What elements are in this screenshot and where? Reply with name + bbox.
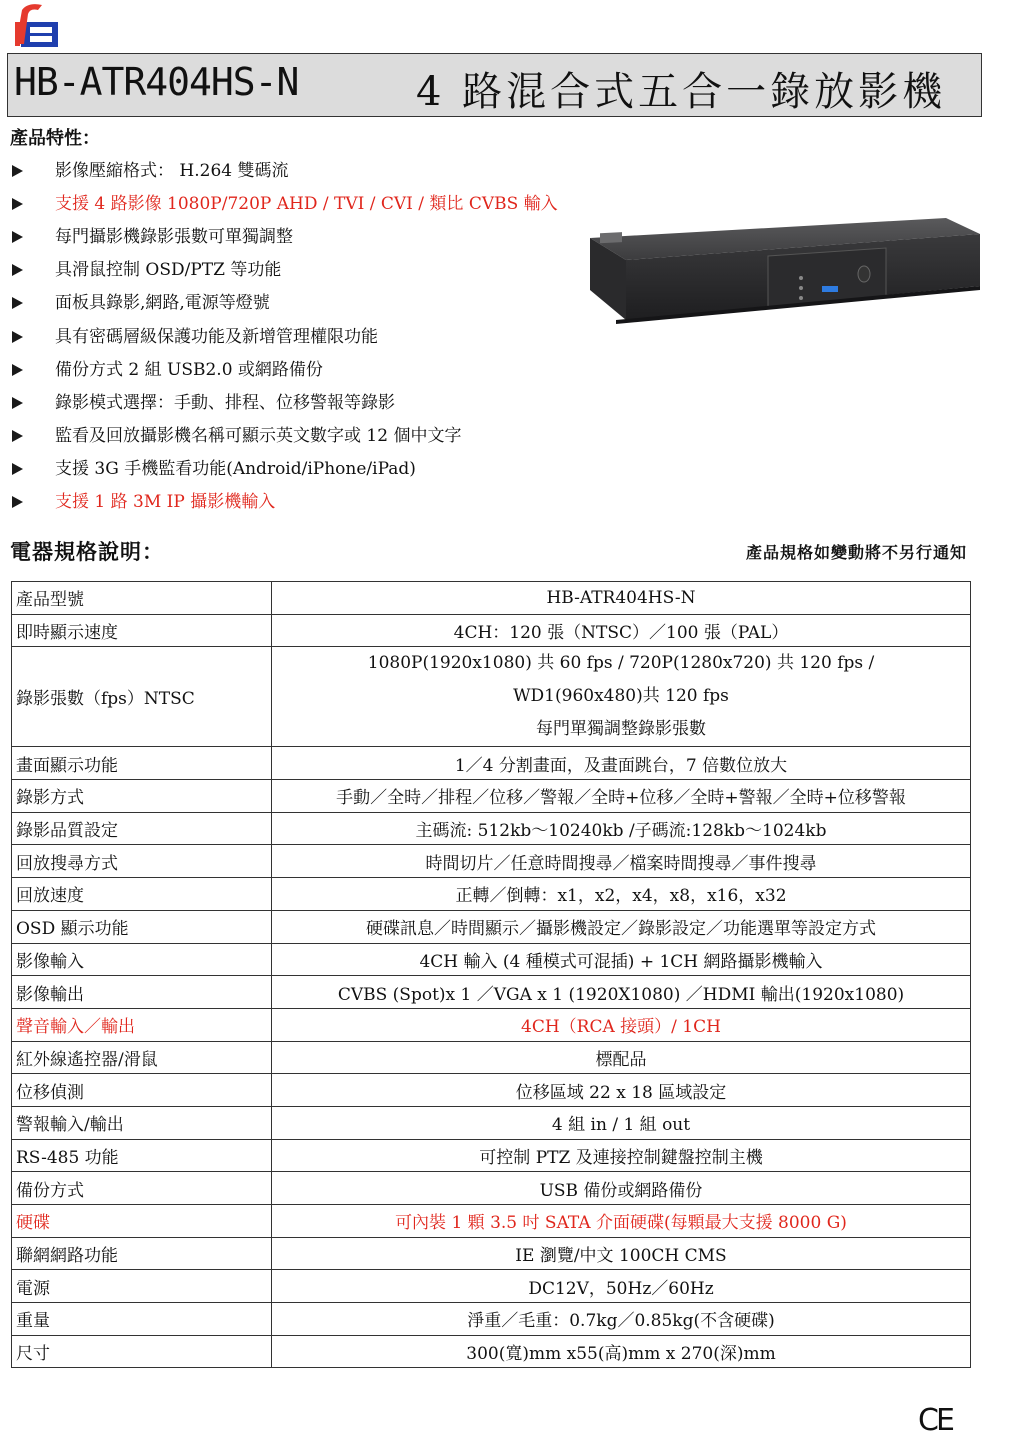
bullet-triangle-icon xyxy=(12,165,23,177)
spec-value: 1／4 分割畫面，及畫面跳台，7 倍數位放大 xyxy=(272,747,971,780)
bullet-triangle-icon xyxy=(12,331,23,343)
title-bar xyxy=(7,53,982,117)
feature-item xyxy=(10,154,558,187)
spec-value: 4 組 in / 1 組 out xyxy=(272,1106,971,1139)
spec-row xyxy=(12,1139,971,1172)
features-heading: 產品特性： xyxy=(10,128,100,149)
spec-row xyxy=(12,1074,971,1107)
spec-key: 錄影張數（fps）NTSC xyxy=(12,647,272,747)
feature-item xyxy=(10,320,558,353)
spec-row xyxy=(12,943,971,976)
spec-row xyxy=(12,1106,971,1139)
product-name: 4 路混合式五合一錄放影機 xyxy=(416,69,947,115)
spec-value: CVBS (Spot)x 1 ／VGA x 1 (1920X1080) ／HDMI 輸出(1920x1080) xyxy=(272,976,971,1009)
bullet-triangle-icon xyxy=(12,496,23,508)
spec-value: 手動／全時／排程／位移／警報／全時+位移／全時+警報／全時+位移警報 xyxy=(272,780,971,813)
spec-row xyxy=(12,1237,971,1270)
spec-table xyxy=(11,581,971,1368)
spec-value: 時間切片／任意時間搜尋／檔案時間搜尋／事件搜尋 xyxy=(272,845,971,878)
spec-row xyxy=(12,878,971,911)
spec-row xyxy=(12,780,971,813)
spec-row xyxy=(12,1270,971,1303)
spec-value: 硬碟訊息／時間顯示／攝影機設定／錄影設定／功能選單等設定方式 xyxy=(272,910,971,943)
spec-value: 可內裝 1 顆 3.5 吋 SATA 介面硬碟(每顆最大支援 8000 G) xyxy=(272,1205,971,1238)
spec-key: 聲音輸入／輸出 xyxy=(12,1008,272,1041)
spec-row xyxy=(12,1303,971,1336)
feature-text: 支援 4 路影像 1080P/720P AHD / TVI / CVI / 類比 CVBS 輸入 xyxy=(55,193,558,214)
company-logo xyxy=(12,2,60,48)
spec-row xyxy=(12,747,971,780)
spec-value: DC12V，50Hz／60Hz xyxy=(272,1270,971,1303)
feature-item xyxy=(10,187,558,220)
spec-heading: 電器規格說明： xyxy=(10,539,164,564)
spec-value: 位移區域 22 x 18 區域設定 xyxy=(272,1074,971,1107)
spec-row xyxy=(12,812,971,845)
dvr-product-image xyxy=(586,198,988,363)
spec-value: IE 瀏覽/中文 100CH CMS xyxy=(272,1237,971,1270)
feature-item xyxy=(10,486,558,519)
spec-key: 位移偵測 xyxy=(12,1074,272,1107)
bullet-triangle-icon xyxy=(12,463,23,475)
spec-key: 畫面顯示功能 xyxy=(12,747,272,780)
bullet-triangle-icon xyxy=(12,430,23,442)
spec-value: HB-ATR404HS-N xyxy=(272,582,971,615)
bullet-triangle-icon xyxy=(12,198,23,210)
spec-key: 尺寸 xyxy=(12,1335,272,1368)
bullet-triangle-icon xyxy=(12,297,23,309)
spec-row xyxy=(12,614,971,647)
bullet-triangle-icon xyxy=(12,231,23,243)
feature-item xyxy=(10,287,558,320)
spec-value: 300(寬)mm x55(高)mm x 270(深)mm xyxy=(272,1335,971,1368)
spec-key: 備份方式 xyxy=(12,1172,272,1205)
spec-row xyxy=(12,1008,971,1041)
bullet-triangle-icon xyxy=(12,364,23,376)
bullet-triangle-icon xyxy=(12,264,23,276)
feature-text: 支援 1 路 3M IP 攝影機輸入 xyxy=(55,492,276,513)
spec-row xyxy=(12,647,971,747)
feature-item xyxy=(10,353,558,386)
spec-key: 硬碟 xyxy=(12,1205,272,1238)
feature-item xyxy=(10,386,558,419)
spec-row xyxy=(12,845,971,878)
spec-key: 聯網網路功能 xyxy=(12,1237,272,1270)
spec-key: 錄影品質設定 xyxy=(12,812,272,845)
spec-value-line: WD1(960x480)共 120 fps xyxy=(513,686,729,707)
spec-key: 影像輸入 xyxy=(12,943,272,976)
spec-row xyxy=(12,976,971,1009)
spec-value: 淨重／毛重：0.7kg／0.85kg(不含硬碟) xyxy=(272,1303,971,1336)
spec-row xyxy=(12,1172,971,1205)
spec-key: 警報輸入/輸出 xyxy=(12,1106,272,1139)
spec-key: 產品型號 xyxy=(12,582,272,615)
spec-key: RS-485 功能 xyxy=(12,1139,272,1172)
spec-value: 主碼流: 512kb～10240kb /子碼流:128kb～1024kb xyxy=(272,812,971,845)
spec-value: 可控制 PTZ 及連接控制鍵盤控制主機 xyxy=(272,1139,971,1172)
spec-key: 電源 xyxy=(12,1270,272,1303)
spec-value: USB 備份或網路備份 xyxy=(272,1172,971,1205)
spec-value xyxy=(272,647,971,747)
spec-value: 標配品 xyxy=(272,1041,971,1074)
feature-text: 監看及回放攝影機名稱可顯示英文數字或 12 個中文字 xyxy=(55,426,462,447)
feature-text: 影像壓縮格式： H.264 雙碼流 xyxy=(55,160,289,181)
spec-value: 4CH 輸入 (4 種模式可混插) + 1CH 網路攝影機輸入 xyxy=(272,943,971,976)
spec-value-line: 1080P(1920x1080) 共 60 fps / 720P(1280x720) 共 120 fps / xyxy=(367,653,875,674)
model-number: HB-ATR404HS-N xyxy=(14,60,299,104)
feature-text: 錄影模式選擇：手動、排程、位移警報等錄影 xyxy=(55,392,395,413)
spec-key: 回放搜尋方式 xyxy=(12,845,272,878)
feature-text: 具滑鼠控制 OSD/PTZ 等功能 xyxy=(55,260,282,281)
spec-key: 重量 xyxy=(12,1303,272,1336)
spec-row xyxy=(12,1205,971,1238)
feature-item xyxy=(10,453,558,486)
spec-notice: 產品規格如變動將不另行通知 xyxy=(745,543,967,562)
bullet-triangle-icon xyxy=(12,397,23,409)
spec-key: OSD 顯示功能 xyxy=(12,910,272,943)
spec-row xyxy=(12,1041,971,1074)
spec-key: 紅外線遙控器/滑鼠 xyxy=(12,1041,272,1074)
spec-value: 正轉／倒轉：x1，x2，x4，x8，x16，x32 xyxy=(272,878,971,911)
spec-key: 即時顯示速度 xyxy=(12,614,272,647)
spec-key: 影像輸出 xyxy=(12,976,272,1009)
spec-key: 錄影方式 xyxy=(12,780,272,813)
feature-text: 具有密碼層級保護功能及新增管理權限功能 xyxy=(55,326,378,347)
feature-text: 備份方式 2 組 USB2.0 或網路備份 xyxy=(55,359,323,380)
spec-value: 4CH（RCA 接頭）/ 1CH xyxy=(272,1008,971,1041)
spec-row xyxy=(12,910,971,943)
feature-item xyxy=(10,254,558,287)
ce-mark: CE xyxy=(918,1403,952,1438)
spec-value-line: 每門單獨調整錄影張數 xyxy=(536,719,706,740)
feature-item xyxy=(10,420,558,453)
feature-text: 每門攝影機錄影張數可單獨調整 xyxy=(55,226,293,247)
spec-row xyxy=(12,582,971,615)
spec-row xyxy=(12,1335,971,1368)
feature-item xyxy=(10,220,558,253)
spec-key: 回放速度 xyxy=(12,878,272,911)
features-list xyxy=(10,154,558,519)
feature-text: 面板具錄影,網路,電源等燈號 xyxy=(55,293,270,314)
feature-text: 支援 3G 手機監看功能(Android/iPhone/iPad) xyxy=(55,459,416,480)
spec-value: 4CH：120 張（NTSC）／100 張（PAL） xyxy=(272,614,971,647)
